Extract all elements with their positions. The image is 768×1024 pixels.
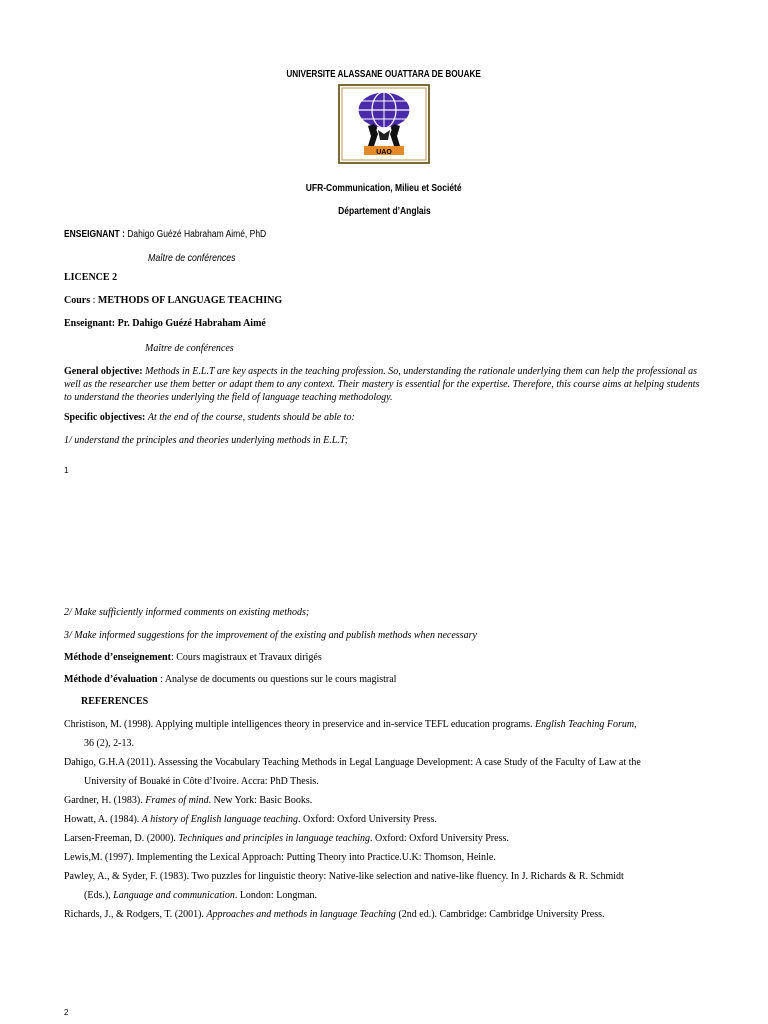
objective-item: 1/ understand the principles and theories underlying methods in E.L.T; bbox=[64, 435, 349, 446]
teacher-title: Maître de conférences bbox=[148, 253, 236, 264]
general-objective bbox=[64, 365, 704, 404]
reference-item: Richards, J., & Rodgers, T. (2001). Approaches and methods in language Teaching (2nd ed.). Cambridge: Cambridge University Press. bbox=[64, 909, 605, 920]
course-line bbox=[64, 295, 282, 306]
course-name: METHODS OF LANGUAGE TEACHING bbox=[97, 295, 283, 306]
teacher-name: Dahigo Guézé Habraham Aimé, PhD bbox=[127, 229, 267, 240]
course-label: Cours bbox=[64, 295, 91, 306]
evaluation-method-text: : Analyse de documents ou questions sur le cours magistral bbox=[157, 674, 397, 685]
specific-objectives-label: Specific objectives: bbox=[64, 412, 146, 423]
university-title: UNIVERSITE ALASSANE OUATTARA DE BOUAKE bbox=[286, 69, 482, 80]
evaluation-method bbox=[64, 674, 396, 685]
page-number: 1 bbox=[64, 466, 69, 475]
logo-graphic bbox=[338, 84, 430, 164]
specific-objectives bbox=[64, 412, 355, 423]
teaching-method bbox=[64, 652, 322, 663]
teaching-method-label: Méthode d’enseignement bbox=[64, 652, 171, 663]
university-logo bbox=[338, 84, 430, 164]
teacher-label: ENSEIGNANT : bbox=[64, 229, 125, 240]
evaluation-method-label: Méthode d’évaluation bbox=[64, 674, 158, 685]
general-objective-text: Methods in E.L.T are key aspects in the teaching profession. So, understanding the rationale underlying them can help the professional as well as the researcher use them better or adapt them to any context. Their mastery is essential for the expertise. Therefore, this course aims at helping students to understand the theories underlying the field of language teaching methodology. bbox=[64, 366, 700, 403]
ufr-line: UFR-Communication, Milieu et Société bbox=[306, 183, 462, 194]
course-teacher-title: Maître de conférences bbox=[145, 343, 234, 354]
teacher-block bbox=[64, 224, 302, 242]
objective-item: 3/ Make informed suggestions for the improvement of the existing and publish methods when necessary bbox=[64, 630, 477, 641]
level-heading: LICENCE 2 bbox=[64, 272, 118, 283]
references-heading: REFERENCES bbox=[81, 696, 149, 707]
teaching-method-text: : Cours magistraux et Travaux dirigés bbox=[170, 652, 322, 663]
reference-item: Christison, M. (1998). Applying multiple intelligences theory in preservice and in-service TEFL education programs. English Teaching Forum, 36 (2), 2-13. bbox=[64, 719, 637, 749]
course-teacher: Enseignant: Pr. Dahigo Guézé Habraham Aimé bbox=[64, 318, 266, 329]
general-objective-label: General objective: bbox=[64, 366, 143, 377]
specific-objectives-intro: At the end of the course, students should be able to: bbox=[147, 412, 355, 423]
reference-item: Pawley, A., & Syder, F. (1983). Two puzzles for linguistic theory: Native-like selection and native-like fluency. In J. Richards & R. Schmidt (Eds.), Language and communication. London: Longman. bbox=[64, 871, 624, 901]
objective-item: 2/ Make sufficiently informed comments on existing methods; bbox=[64, 607, 310, 618]
page-number: 2 bbox=[64, 1008, 69, 1017]
logo-text: UAO bbox=[376, 149, 392, 156]
reference-item: Larsen-Freeman, D. (2000). Techniques and principles in language teaching. Oxford: Oxford University Press. bbox=[64, 833, 509, 844]
course-sep: : bbox=[90, 295, 98, 306]
department-line: Département d’Anglais bbox=[337, 206, 431, 217]
reference-item: Howatt, A. (1984). A history of English language teaching. Oxford: Oxford University Press. bbox=[64, 814, 437, 825]
reference-item: Dahigo, G.H.A (2011). Assessing the Vocabulary Teaching Methods in Legal Language Development: A case Study of the Faculty of Law at the University of Bouaké in Côte d’Ivoire. Accra: PhD Thesis. bbox=[64, 757, 641, 787]
reference-item: Gardner, H. (1983). Frames of mind. New York: Basic Books. bbox=[64, 795, 313, 806]
reference-item: Lewis,M. (1997). Implementing the Lexical Approach: Putting Theory into Practice.U.K: Thomson, Heinle. bbox=[64, 852, 496, 863]
